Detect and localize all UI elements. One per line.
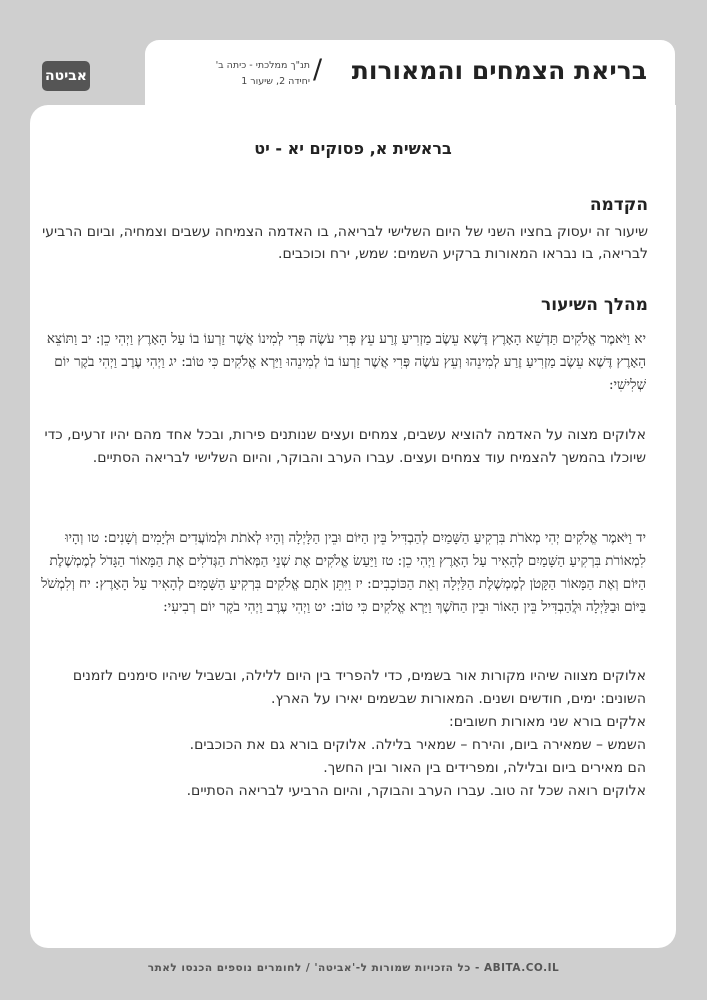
header-meta	[200, 58, 310, 90]
intro-text: שיעור זה יעסוק בחציו השני של היום השלישי לבריאה, בו האדמה הצמיחה עשבים וצמחיה, וביום הרביעי לבריאה, בו נבראו המאורות ברקיע השמים: שמש, ירח וכוכבים.	[42, 224, 648, 262]
verse-block-1: יא וַיֹּאמֶר אֱלֹקִים תַּדְשֵׁא הָאָרֶץ דֶּשֶׁא עֵשֶׂב מַזְרִיעַ זֶרַע עֵץ פְּרִי עֹשֶׂה פְּרִי לְמִינוֹ אֲשֶׁר זַרְעוֹ בוֹ עַל הָאָרֶץ וַיְהִי כֵן: יב וַתּוֹצֵא הָאָרֶץ דֶּשֶׁא עֵשֶׂב מַזְרִיעַ זֶרַע לְמִינֵהוּ וְעֵץ עֹשֶׂה פְּרִי אֲשֶׁר זַרְעוֹ בוֹ לְמִינֵהוּ וַיַּרְא אֱלֹקִים כִּי טוֹב: יג וַיְהִי עֶרֶב וַיְהִי בֹקֶר יוֹם שְׁלִישִׁי:	[46, 331, 646, 393]
explanation-1: אלוקים מצוה על האדמה להוציא עשבים, צמחים ועצים שנותנים פירות, ובכל אחד מהם יהיו זרעים, כדי שיוכלו בהמשך להצמיח עוד צמחים ועצים. עברו הערב והבוקר, והיום השלישי לבריאה הסתיים.	[44, 427, 646, 466]
source-title: בראשית א, פסוקים יא - יט	[254, 139, 452, 158]
explanation-2-line: אלוקים מצווה שיהיו מקורות אור בשמים, כדי להפריד בין היום ללילה, ובשביל שיהיו סימנים לזמנים השונים: ימים, חודשים ושנים. המאורות שבשמים יאירו על הארץ.	[72, 668, 646, 707]
page-title: בריאת הצמחים והמאורות	[351, 56, 647, 85]
explanation-2-line: הם מאירים ביום ובלילה, ומפרידים בין האור ובין החשך.	[323, 760, 646, 776]
explanation-2	[26, 665, 646, 803]
footer-copyright: כל הזכויות שמורות ל-'אביטה' / לחומרים נוספים הכנסו לאתר - ABITA.CO.IL	[147, 962, 560, 974]
lesson-heading: מהלך השיעור	[541, 295, 648, 315]
intro-heading: הקדמה	[589, 195, 648, 215]
unit-label: יחידה 2, שיעור 1	[241, 76, 310, 87]
verse-block-2: יד וַיֹּאמֶר אֱלֹקִים יְהִי מְאֹרֹת בִּרְקִיעַ הַשָּׁמַיִם לְהַבְדִּיל בֵּין הַיּוֹם וּבֵין הַלָּיְלָה וְהָיוּ לְאֹתֹת וּלְמוֹעֲדִים וּלְיָמִים וְשָׁנִים: טו וְהָיוּ לִמְאוֹרֹת בִּרְקִיעַ הַשָּׁמַיִם לְהָאִיר עַל הָאָרֶץ וַיְהִי כֵן: טז וַיַּעַשׂ אֱלֹקִים אֶת שְׁנֵי הַמְּאֹרֹת הַגְּדֹלִים אֶת הַמָּאוֹר הַגָּדֹל לְמֶמְשֶׁלֶת הַיּוֹם וְאֶת הַמָּאוֹר הַקָּטֹן לְמֶמְשֶׁלֶת הַלַּיְלָה וְאֵת הַכּוֹכָבִים: יז וַיִּתֵּן אֹתָם אֱלֹקִים בִּרְקִיעַ הַשָּׁמָיִם לְהָאִיר עַל הָאָרֶץ: יח וְלִמְשֹׁל בַּיּוֹם וּבַלַּיְלָה וּלֲהַבְדִּיל בֵּין הָאוֹר וּבֵין הַחֹשֶׁךְ וַיַּרְא אֱלֹקִים כִּי טוֹב: יט וַיְהִי עֶרֶב וַיְהִי בֹקֶר יוֹם רְבִיעִי:	[41, 530, 646, 615]
grade-label: תנ"ך ממלכתי - כיתה ב'	[215, 60, 310, 71]
page-header	[145, 40, 675, 106]
abita-logo: אביטה	[42, 61, 90, 91]
content-panel	[30, 105, 676, 948]
explanation-2-line: אלקים בורא שני מאורות חשובים:	[448, 714, 646, 730]
header-divider: /	[313, 54, 323, 85]
explanation-2-line: אלוקים רואה שכל זה טוב. עברו הערב והבוקר, והיום הרביעי לבריאה הסתיים.	[186, 783, 646, 799]
explanation-2-line: השמש – שמאירה ביום, והירח – שמאיר בלילה. אלוקים בורא גם את הכוכבים.	[189, 737, 646, 753]
